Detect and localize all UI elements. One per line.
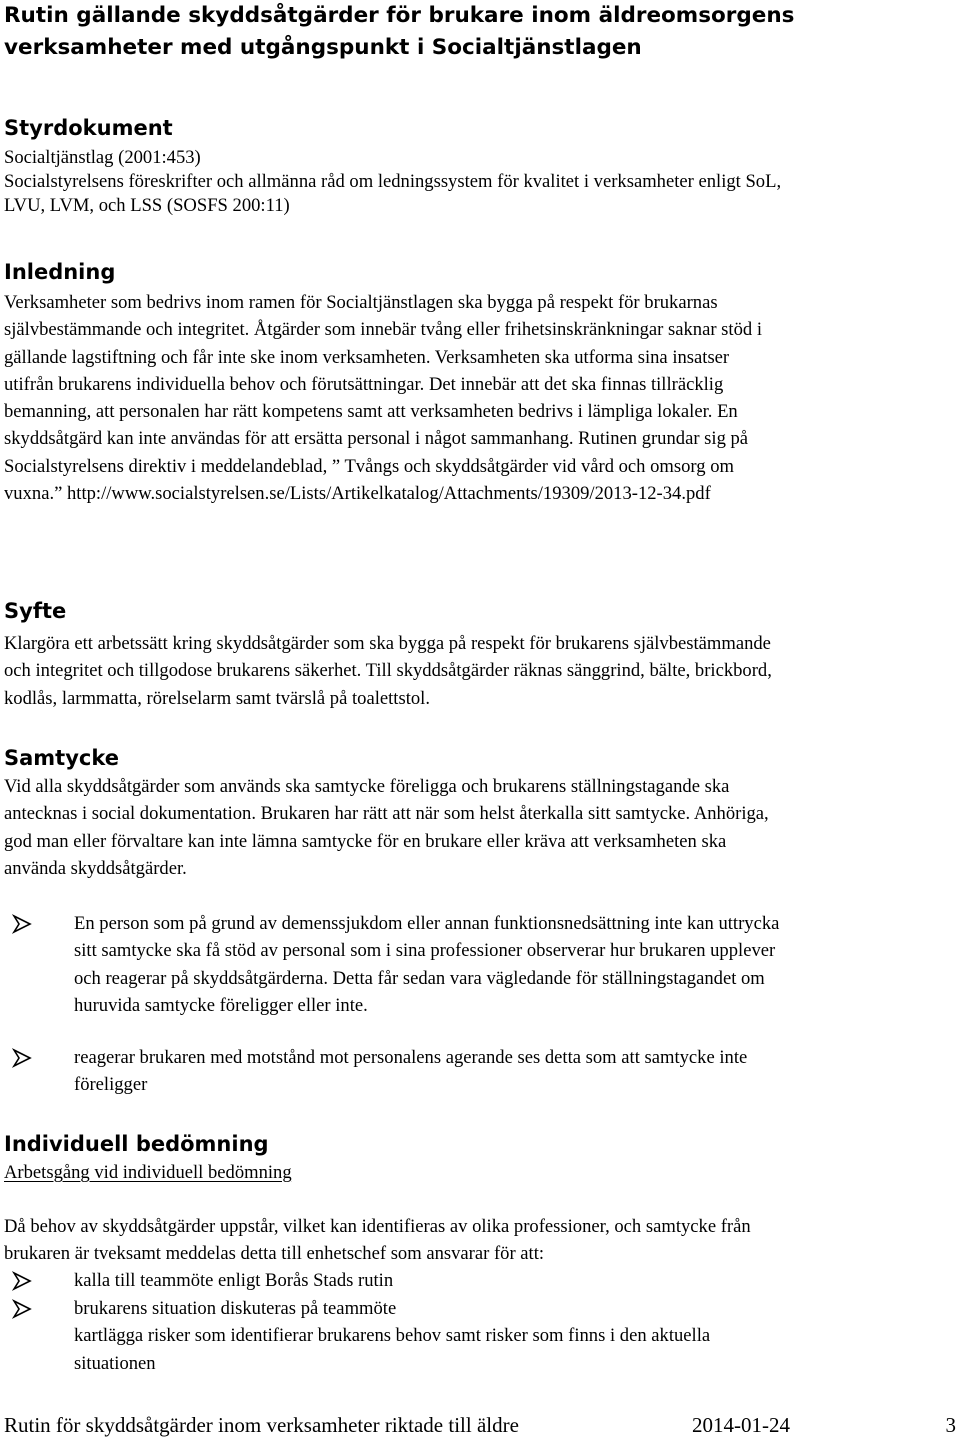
arrowhead-bullet-icon xyxy=(12,1271,32,1291)
list-item-text xyxy=(74,1044,959,1099)
inledning-line: utifrån brukarens individuella behov och förutsättningar. Det innebär att det ska finnas tillräcklig xyxy=(4,373,724,395)
list-item-line: sitt samtycke ska få stöd av personal som i sina professioner observerar hur brukaren upplever xyxy=(74,940,776,962)
footer-page-number: 3 xyxy=(945,1413,956,1437)
heading-inledning: Inledning xyxy=(4,260,116,284)
heading-samtycke: Samtycke xyxy=(4,746,119,770)
syfte-line: kodlås, larmmatta, rörelselarm samt tvärslå på toalettstol. xyxy=(4,687,430,709)
styrdokument-line: Socialstyrelsens föreskrifter och allmänna råd om ledningssystem för kvalitet i verksamheter enligt SoL, xyxy=(4,171,782,192)
list-item-line: föreligger xyxy=(74,1074,148,1096)
list-item-line: kartlägga risker som identifierar brukarens behov samt risker som finns i den aktuella xyxy=(74,1325,711,1347)
individuell-text xyxy=(4,1213,959,1268)
list-item-text xyxy=(74,1267,959,1294)
inledning-line: skyddsåtgärd kan inte användas för att ersätta personal i något sammanhang. Rutinen grundar sig på xyxy=(4,428,749,450)
styrdokument-line: Socialtjänstlag (2001:453) xyxy=(4,147,201,168)
inledning-line: bemanning, att personalen har rätt kompetens samt att verksamheten bedrivs i lämpliga lokaler. En xyxy=(4,401,738,423)
syfte-text xyxy=(4,630,959,712)
arrowhead-bullet-icon xyxy=(12,1048,32,1068)
page-footer xyxy=(4,1410,956,1440)
arrowhead-bullet-icon xyxy=(12,1299,32,1319)
samtycke-line: god man eller förvaltare kan inte lämna samtycke för en brukare eller kräva att verksamheten ska xyxy=(4,830,727,852)
syfte-line: Klargöra ett arbetssätt kring skyddsåtgärder som ska bygga på respekt för brukarens självbestämmande xyxy=(4,633,771,654)
subheading-arbetsgang xyxy=(4,1159,959,1186)
list-item-line: En person som på grund av demenssjukdom eller annan funktionsnedsättning inte kan uttrycka xyxy=(74,913,780,934)
samtycke-text xyxy=(4,773,959,882)
individuell-line: Då behov av skyddsåtgärder uppstår, vilket kan identifieras av olika professioner, och samtycke från xyxy=(4,1216,751,1237)
subheading-text: Arbetsgång vid individuell bedömning xyxy=(4,1162,292,1183)
heading-styrdokument: Styrdokument xyxy=(4,116,173,140)
inledning-line: gällande lagstiftning och får inte ske inom verksamheten. Verksamheten ska utforma sina insatser xyxy=(4,346,730,368)
list-item-line: och reagerar på skyddsåtgärderna. Detta får sedan vara vägledande för ställningstagandet om xyxy=(74,967,765,989)
list-item-text xyxy=(74,1295,959,1377)
syfte-line: och integritet och tillgodose brukarens säkerhet. Till skyddsåtgärder räknas sänggrind, bälte, brickbord, xyxy=(4,660,772,682)
inledning-line: vuxna.” http://www.socialstyrelsen.se/Lists/Artikelkatalog/Attachments/19309/2013-12-34.pdf xyxy=(4,483,711,505)
list-item-line: reagerar brukaren med motstånd mot personalens agerande ses detta som att samtycke inte xyxy=(74,1047,748,1068)
styrdokument-line: LVU, LVM, och LSS (SOSFS 200:11) xyxy=(4,195,290,216)
samtycke-line: använda skyddsåtgärder. xyxy=(4,857,187,879)
title-line-2: verksamheter med utgångspunkt i Socialtjänstlagen xyxy=(4,35,642,60)
samtycke-line: Vid alla skyddsåtgärder som används ska samtycke föreligga och brukarens ställningstagande ska xyxy=(4,776,730,797)
footer-date: 2014-01-24 xyxy=(692,1413,790,1437)
footer-title: Rutin för skyddsåtgärder inom verksamheter riktade till äldre xyxy=(4,1413,519,1437)
heading-syfte: Syfte xyxy=(4,599,67,623)
samtycke-line: antecknas i social dokumentation. Brukaren har rätt att när som helst återkalla sitt samtycke. Anhöriga, xyxy=(4,803,769,825)
heading-individuell-bedomning: Individuell bedömning xyxy=(4,1132,269,1156)
inledning-line: Socialstyrelsens direktiv i meddelandeblad, ” Tvångs och skyddsåtgärder vid vård och omsorg om xyxy=(4,455,734,477)
list-item-line: kalla till teammöte enligt Borås Stads rutin xyxy=(74,1270,394,1291)
individuell-line: brukaren är tveksamt meddelas detta till enhetschef som ansvarar för att: xyxy=(4,1243,545,1265)
inledning-line: Verksamheter som bedrivs inom ramen för Socialtjänstlagen ska bygga på respekt för brukarnas xyxy=(4,292,718,313)
list-item-text xyxy=(74,910,959,1019)
list-item-line: situationen xyxy=(74,1352,156,1374)
document-title xyxy=(4,0,954,64)
styrdokument-text xyxy=(4,146,959,218)
list-item-line: brukarens situation diskuteras på teammöte xyxy=(74,1298,397,1319)
arrowhead-bullet-icon xyxy=(12,914,32,934)
inledning-text xyxy=(4,289,959,507)
list-item-line: huruvida samtycke föreligger eller inte. xyxy=(74,994,368,1016)
inledning-line: självbestämmande och integritet. Åtgärder som innebär tvång eller frihetsinskränkningar saknar stöd i xyxy=(4,319,762,341)
title-line-1: Rutin gällande skyddsåtgärder för brukare inom äldreomsorgens xyxy=(4,3,795,28)
